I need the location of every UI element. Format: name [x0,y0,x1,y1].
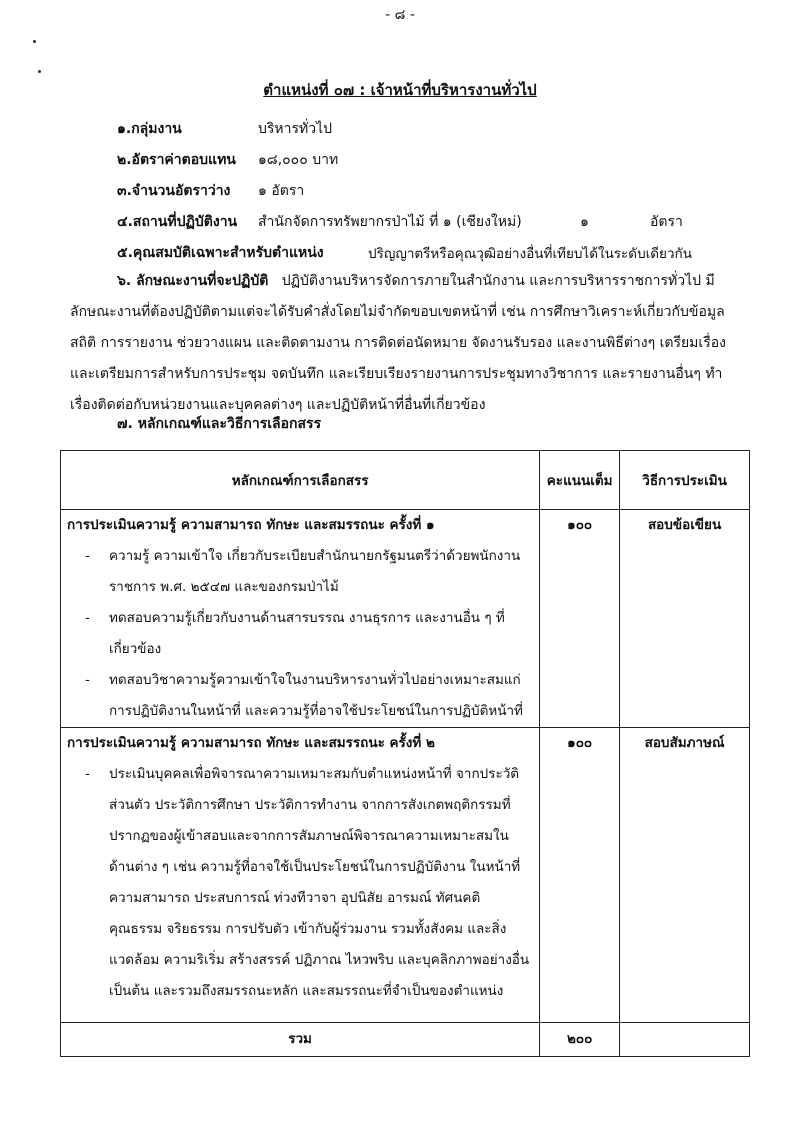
header-method: วิธีการประเมิน [620,451,750,510]
method-cell: สอบข้อเขียน [620,510,750,728]
duties-text: ปฏิบัติงานบริหารจัดการภายในสำนักงาน และการบริหารราชการทั่วไป มีลักษณะงานที่ต้องปฏิบัติตามแต่จะได้รับคำสั่งโดยไม่จำกัดขอบเขตหน้าที่ เช่น การศึกษาวิเคราะห์เกี่ยวกับข้อมูล สถิติ การรายงาน ช่วยวางแผน และติดตามงาน การติดต่อนัดหมาย จัดงานรับรอง และงานพิธีต่างๆ เตรียมเรื่อง และเตรียมการสำหรับการประชุม จดบันทึก และเรียบเรียงรายงานการประชุมทางวิชาการ และรายงานอื่นๆ ทำเรื่องติดต่อกับหน่วยงานและบุคคลต่างๆ และปฏิบัติหน้าที่อื่นที่เกี่ยวข้อง [70,273,726,413]
total-score: ๒๐๐ [540,1023,620,1057]
table-total-row [61,1023,750,1057]
list-item: - ความรู้ ความเข้าใจ เกี่ยวกับระเบียบสำนักนายกรัฐมนตรีว่าด้วยพนักงานราชการ พ.ศ. ๒๕๔๗ และของกรมป่าไม้ [67,541,533,603]
list-item: - ประเมินบุคคลเพื่อพิจารณาความเหมาะสมกับตำแหน่งหน้าที่ จากประวัติส่วนตัว ประวัติการศึกษา ประวัติการทำงาน จากการสังเกตพฤติกรรมที่ปรากฏของผู้เข้าสอบและจากการสัมภาษณ์พิจารณาความเหมาะสมในด้านต่าง ๆ เช่น ความรู้ที่อาจใช้เป็นประโยชน์ในการปฏิบัติงาน ในหน้าที่ ความสามารถ ประสบการณ์ ท่วงทีวาจา อุปนิสัย อารมณ์ ทัศนคติ คุณธรรม จริยธรรม การปรับตัว เข้ากับผู้ร่วมงาน รวมทั้งสังคม และสิ่งแวดล้อม ความริเริ่ม สร้างสรรค์ ปฏิภาณ ไหวพริบ และบุคลิกภาพอย่างอื่น เป็นต้น และรวมถึงสมรรถนะหลัก และสมรรถนะที่จำเป็นของตำแหน่ง [67,759,533,1007]
total-method-empty [620,1023,750,1057]
table-row [61,728,750,1023]
field-label-salary: ๒.อัตราค่าตอบแทน [117,152,236,168]
list-item: - ทดสอบวิชาความรู้ความเข้าใจในงานบริหารงานทั่วไปอย่างเหมาะสมแก่การปฏิบัติงานในหน้าที่ และความรู้ที่อาจใช้ประโยชน์ในการปฏิบัติหน้าที่ [67,665,533,727]
field-label-work-group: ๑.กลุ่มงาน [117,121,182,137]
list-item-text: ประเมินบุคคลเพื่อพิจารณาความเหมาะสมกับตำแหน่งหน้าที่ จากประวัติส่วนตัว ประวัติการศึกษา ประวัติการทำงาน จากการสังเกตพฤติกรรมที่ปรากฏของผู้เข้าสอบและจากการสัมภาษณ์พิจารณาความเหมาะสมในด้านต่าง ๆ เช่น ความรู้ที่อาจใช้เป็นประโยชน์ในการปฏิบัติงาน ในหน้าที่ ความสามารถ ประสบการณ์ ท่วงทีวาจา อุปนิสัย อารมณ์ ทัศนคติ คุณธรรม จริยธรรม การปรับตัว เข้ากับผู้ร่วมงาน รวมทั้งสังคม และสิ่งแวดล้อม ความริเริ่ม สร้างสรรค์ ปฏิภาณ ไหวพริบ และบุคลิกภาพอย่างอื่น เป็นต้น และรวมถึงสมรรถนะหลัก และสมรรถนะที่จำเป็นของตำแหน่ง [109,766,530,999]
header-score: คะแนนเต็ม [540,451,620,510]
field-value-salary: ๑๘,๐๐๐ บาท [258,152,339,168]
list-item-text: ความรู้ ความเข้าใจ เกี่ยวกับระเบียบสำนักนายกรัฐมนตรีว่าด้วยพนักงานราชการ พ.ศ. ๒๕๔๗ และของกรมป่าไม้ [109,548,521,595]
field-label-workplace: ๔.สถานที่ปฏิบัติงาน [117,214,238,230]
duties-paragraph [70,266,740,421]
score-cell: ๑๐๐ [540,510,620,728]
header-criteria: หลักเกณฑ์การเลือกสรร [61,451,540,510]
page-number: - ๘ - [385,7,415,23]
duties-label: ๖. ลักษณะงานที่จะปฏิบัติ [117,273,269,289]
table-row [61,510,750,728]
criteria-cell [61,510,540,728]
criteria-title: การประเมินความรู้ ความสามารถ ทักษะ และสมรรถนะ ครั้งที่ ๑ [67,517,435,533]
list-item-text: ทดสอบความรู้เกี่ยวกับงานด้านสารบรรณ งานธุรการ และงานอื่น ๆ ที่เกี่ยวข้อง [109,610,505,657]
score-cell: ๑๐๐ [540,728,620,1023]
criteria-heading: ๗. หลักเกณฑ์และวิธีการเลือกสรร [117,416,322,432]
field-workplace-count: ๑ [580,214,589,230]
scan-speck [33,40,36,43]
table-header-row [61,451,750,510]
criteria-cell [61,728,540,1023]
field-label-qualification: ๕.คุณสมบัติเฉพาะสำหรับตำแหน่ง [117,245,324,261]
field-workplace-unit: อัตรา [650,214,683,230]
field-value-workplace: สำนักจัดการทรัพยากรป่าไม้ ที่ ๑ (เชียงใหม่) [258,214,522,230]
list-item: - ทดสอบความรู้เกี่ยวกับงานด้านสารบรรณ งานธุรการ และงานอื่น ๆ ที่เกี่ยวข้อง [67,603,533,665]
scan-speck [38,70,41,73]
criteria-title: การประเมินความรู้ ความสามารถ ทักษะ และสมรรถนะ ครั้งที่ ๒ [67,735,435,751]
total-label: รวม [61,1023,540,1057]
list-item-text: ทดสอบวิชาความรู้ความเข้าใจในงานบริหารงานทั่วไปอย่างเหมาะสมแก่การปฏิบัติงานในหน้าที่ และความรู้ที่อาจใช้ประโยชน์ในการปฏิบัติหน้าที่ [109,672,523,719]
position-title: ตำแหน่งที่ ๐๗ : เจ้าหน้าที่บริหารงานทั่วไป [263,81,537,99]
field-label-vacancies: ๓.จำนวนอัตราว่าง [117,183,231,199]
field-value-qualification: ปริญญาตรีหรือคุณวุฒิอย่างอื่นที่เทียบได้ในระดับเดียวกัน [368,246,692,262]
field-value-vacancies: ๑ อัตรา [258,183,305,199]
method-cell: สอบสัมภาษณ์ [620,728,750,1023]
criteria-table [60,450,750,1057]
field-value-work-group: บริหารทั่วไป [258,121,333,137]
